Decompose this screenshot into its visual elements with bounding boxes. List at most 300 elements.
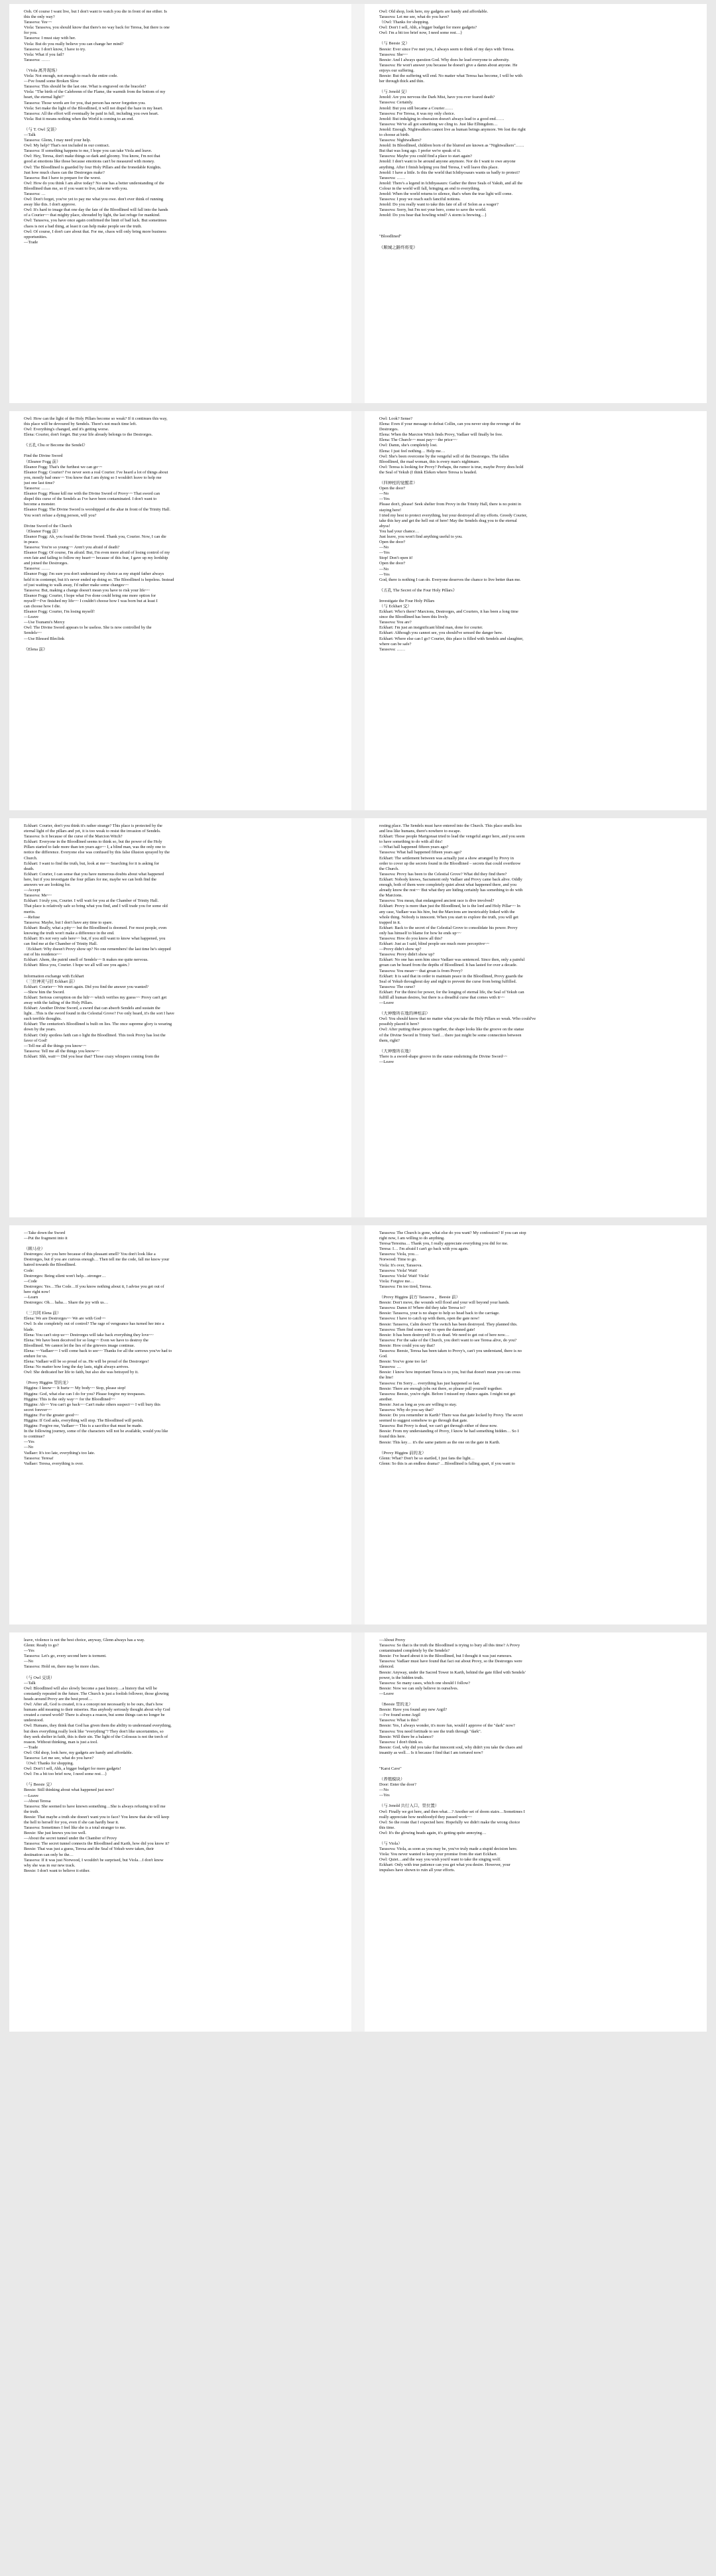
text-line: Owl: Don't I sell, Ahh, a bigger budget for more gadgets! [24, 1766, 121, 1772]
text-line: —Yes [24, 1440, 34, 1445]
text-line: Divine Sword of the Church [24, 523, 72, 528]
text-line: Owl: After all, God is created, it is a concept not necessarily to be ours, that's how [24, 1702, 163, 1707]
text-line: Eleanor Fogg: That's the furthest we can go~~ [24, 464, 103, 469]
text-line: —Trade [24, 239, 38, 245]
page-5-right [365, 1632, 707, 2032]
text-line: Eckhart: For the thirst for power, for the longing of eternal life, the Seal of Yekub can [379, 989, 524, 995]
text-line: Eckhart: Back to the secret of the Celestial Grove to consolidate his power. Provy [379, 925, 518, 930]
text-line: Eckhart: Provy is more than just the Bloodlined, he is the lord and Holy Pillar~~ In [379, 904, 520, 909]
text-line: Beesie: Will there be a balance? [379, 1734, 434, 1739]
text-line: （三共同 Elena 前） [24, 1311, 62, 1316]
text-line: —Leave [379, 1001, 394, 1006]
text-line: （Eleanor Fogg 前） [24, 528, 61, 534]
text-line: 《五孔 Chu or Become the Sendel》 [24, 443, 88, 448]
text-line: Owl: Quiet…and the way you wish you'd want to take the singing wolf. [379, 1857, 501, 1863]
page-4-left [9, 1225, 351, 1625]
text-line: Tarasova: Hold on, there may be more clues. [24, 1664, 100, 1670]
text-line: Beesie: Tarasova, your is no shape to help so head back to the carriage. [379, 1311, 500, 1316]
text-line: （与 Owl 交谈） [24, 1675, 55, 1680]
text-line: them, right? [379, 1038, 400, 1043]
text-line: —Show him the Sword. [24, 989, 65, 995]
text-line: Owl: She dedicated her life to faith, but also she was betrayed by it. [24, 1370, 139, 1375]
text-line: silenced. [379, 1664, 394, 1670]
text-line: Tarasova: You are? [379, 620, 412, 625]
text-line: （Beesie 里的龙） [379, 1702, 413, 1707]
text-line: Tarasova: Certainly. [379, 100, 414, 105]
text-line: Beesie: Still thinking about what happened just now? [24, 1788, 115, 1793]
text-line: （Eleanor Fogg 前） [24, 459, 61, 464]
text-line: Higgins: I know~~ It hurts~~ My body~~ Stop, please stop! [24, 1386, 126, 1391]
text-line: insanity as well… Is it because I find that I am tortured now? [379, 1750, 483, 1755]
text-line: （养殖模块） [379, 1777, 405, 1782]
text-line: Please don't, please! Seek shelter from Provy in the Trinity Hall, there is no point in [379, 502, 521, 507]
text-line: Elena: Vadlaer will be so proud of us. He will be proud of the Destrorges! [24, 1359, 149, 1365]
text-line: God. [379, 1354, 388, 1359]
text-line: （Viola 离开现场） [24, 68, 60, 73]
text-line: "Bloodlined" [379, 234, 402, 239]
text-line: Owl: Of course, I don't care about that. For me, chaos will only bring more business [24, 229, 166, 234]
text-line: her through thick and thin. [379, 79, 424, 84]
text-line: reason. Without thinking, man is just a tool. [24, 1739, 98, 1745]
text-line: Beesie: Do you remember in Karth? There was that gate locked by Provy. The secret [379, 1413, 523, 1418]
text-line: Elena: You can't stop us~~ Destrorges will take back everything they love~~ [24, 1332, 154, 1337]
text-line: Tarasova: Maybe, but I don't have any time to spare. [24, 920, 113, 925]
text-line: enough, both of them were completely quiet about what happened there, and you [379, 883, 516, 888]
text-line: anything. After I finish helping you find Teresa, I will leave this place. [379, 164, 499, 170]
text-line: Higgins: Forgive me, Vadlaer~~ This is a sacrifice that must be made. [24, 1424, 143, 1429]
text-line: Beesie: Yes, I always wonder, it's more fun, would I approve of the "dark" now? [379, 1723, 515, 1729]
text-line: this place will be devoured by Sendels. There's not much time left. [24, 422, 137, 427]
text-line: Tarasova: We've all got something we cling to. Just like Elbingdom… [379, 121, 498, 127]
text-line: （与 Beesie 交） [379, 41, 410, 46]
page-2-left [9, 411, 351, 810]
text-line: here, but if you investigate the four pillars for me, maybe we can both find the [24, 877, 157, 882]
text-line: —Learn [24, 1295, 38, 1300]
text-line: —Leave [24, 615, 38, 620]
text-line: Viola: What if you fail? [24, 52, 64, 57]
blank-line [379, 1761, 692, 1766]
text-line: Teresa/Teresina… Thank you, I really appreciate everything you did for me. [379, 1241, 508, 1247]
text-line: —Use Tsunami's Mercy [24, 620, 65, 625]
text-line: —No [379, 491, 389, 497]
text-line: Tarasova: Yes~~ [24, 20, 52, 25]
text-line: （与 Jenold 共行入口、里位置） [379, 1804, 440, 1809]
text-line: —No [379, 566, 389, 572]
text-line: Eckhart: It's not very safe here~~ but, if you still want to know what happened, you [24, 936, 166, 941]
text-line: Eckhart: Bless you, Courier. I hope we all will see you again.） [24, 963, 132, 968]
text-line: Tarasova: But I have to prepare for the worst. [24, 175, 101, 180]
text-line: Tarasova: I don't know, I have to try. [24, 46, 86, 52]
text-line: Beesie: Just as long as you are willing to stay. [379, 1402, 457, 1407]
text-line: Eckhart: Ahem, the putrid smell of Sendels~~ It makes me quite nervous. [24, 957, 149, 963]
text-line: Tarasova: You're so young~~ Aren't you afraid of death? [24, 544, 120, 550]
text-line: Owl: Tarasova, you have once again confirmed the limit of bad luck. But sometimes [24, 218, 167, 223]
page-4-right [365, 1225, 707, 1625]
text-line: Owl: Bloodlined will also slowly become a past history…a history that will be [24, 1686, 157, 1691]
text-line: Church. [24, 855, 38, 861]
text-line: Tarasova: … [379, 1365, 401, 1370]
text-line: Jenold: Enough. Nightwalkers cannot live as human beings anymore. We lost the right [379, 127, 526, 132]
blank-line [24, 642, 337, 647]
text-line: Viola: Set make the light of the Bloodlined, it will not dispel the haze in my heart. [24, 105, 163, 111]
text-line: Jenold: I don't want to be around anyone anymore. Nor do I want to owe anyone [379, 159, 516, 164]
text-line: —Leave [379, 1691, 394, 1696]
text-line: Elena: The Church~~ must pay~~ the price~~ [379, 438, 457, 443]
text-line: Owl: Humans, they think that God has given them the ability to understand everything, [24, 1723, 172, 1729]
blank-line [379, 229, 692, 234]
text-line: this the only way? [24, 15, 55, 20]
text-line: Beesie: Tarasova, Calm down! The switch has been destroyed. They planned this. [379, 1321, 518, 1327]
text-line: power, is the hidden truth. [379, 1675, 424, 1680]
text-line: （与 Eckhart 交） [379, 604, 412, 609]
blank-line [379, 218, 692, 223]
text-line: destination can only be the… [24, 1852, 74, 1857]
text-line: Higgins: This is the only way~~ for the Bloodlined~~ [24, 1396, 115, 1402]
text-line: —Put the fragment into it [24, 1236, 68, 1241]
text-line: God, there is nothing I can do. Everyone deserves the chance to live better than me. [379, 577, 521, 582]
text-line: Door: Enter the door? [379, 1782, 416, 1788]
text-line: Elena: Courier, don't forget. But your life already belongs to the Destrorges. [24, 432, 153, 438]
text-line: Open the door? [379, 561, 406, 566]
page-3-right [365, 818, 707, 1217]
text-line: （Provy Higgins 前方 Tarasova 、Beesie 前） [379, 1295, 460, 1300]
text-line: Eckhart: Courier, don't you think it's rather strange? This place is protected by the [24, 824, 162, 828]
text-line: Destrorges: Oh… haha… Share the joy with us… [24, 1300, 109, 1306]
text-line: Owl: Old shop, look here, my gadgets are handy and affordable. [379, 9, 489, 14]
text-line: and less like humans, there's nowhere to escape. [379, 829, 461, 834]
text-line: to have something to do with all this! [379, 839, 443, 845]
blank-line [379, 1445, 692, 1451]
text-line: Owl: She's been overcome by the vengeful will of the Destrorges. The fallen [379, 454, 509, 459]
text-line: Eckhart: I'm just an insignificant blind man, done for courier. [379, 625, 483, 631]
text-line: Owl: Look? Sense? [379, 416, 413, 421]
text-line: in peace. [24, 539, 39, 544]
text-line: Owl: Hey, Teresa, don't make things so dark and gloomy. You know, I'm not that [24, 154, 160, 159]
text-line: （Provy Higgins 前的龙） [379, 1450, 426, 1455]
text-line: chaos is not a bad thing, at least it can help make people see the truth. [24, 223, 142, 229]
text-line: Viola: But do you really believe you can change her mind? [24, 41, 124, 46]
text-line: blade. [24, 1327, 34, 1332]
text-line: Tarasova: For the sake of the Church, you don't want to see Teresa alive, do you? [379, 1337, 517, 1343]
blank-line [379, 1798, 692, 1804]
text-line: of a Courier~~ that mighty place, shrouded by light, the last refuge for mankind. [24, 213, 160, 218]
page-3-left [9, 818, 351, 1217]
text-line: —Talk [24, 132, 36, 137]
text-line: only has himself to blame for how he ends up~~ [379, 930, 461, 936]
text-line: Bloodlined. We cannot let the lies of the grievers image continue. [24, 1343, 135, 1348]
text-line: why she was in our new track. [24, 1863, 76, 1868]
text-line: Elena: We are Destrorges~~ We are with God~~ [24, 1316, 106, 1321]
text-line: merits. [24, 909, 36, 914]
text-line: —No [24, 1445, 34, 1450]
text-line: Eckhart: Although you cannot see, you should've sensed the danger here. [379, 631, 503, 636]
text-line: Viola: Tarasova, you should know that there's no way back for Teresa, but there is one [24, 25, 170, 31]
text-line: 《五孔 The Secret of the Four Holy Pillars》 [379, 587, 457, 593]
text-line: Beesie: It has been destroyed! It's so dead. We need to get out of here now… [379, 1332, 510, 1337]
text-line: —Yes [379, 1793, 390, 1798]
text-line: Teresa: I… I'm afraid I can't go back with you again. [379, 1247, 469, 1252]
text-line: Seal of Yekub throughout day and night to prevent the curse from being fulfilled. [379, 979, 517, 984]
text-line: Owl: I'm a bit too brief now, I need some rest…} [379, 31, 463, 36]
text-line: the hell to herself for you, even if she can hardly bear it. [24, 1820, 119, 1825]
text-line: Jenold: Are you nervous the Dark Mist, have you ever feared death? [379, 95, 495, 100]
text-line: Destrorges. [379, 427, 399, 432]
blank-line [379, 475, 692, 481]
text-line: Higgins: For the greater good~~ [24, 1412, 79, 1418]
text-line: Tarasova: You need fortitude to see the truth through "dark". [379, 1729, 482, 1734]
text-line: Tarasova: She~~ [379, 52, 408, 57]
text-line: Destrorges: Yes…The Code…If you know nothing about it, I advise you get out of [24, 1284, 164, 1289]
text-line: myself~~I've finished my life~~ I couldn't choose how I was born but at least I [24, 598, 158, 603]
text-line: —About the secret tunnel under the Chamber of Provy [24, 1836, 117, 1841]
text-line: Open the door? [379, 540, 406, 545]
text-line: But that was long ago. I prefer we're speak of it. [379, 149, 461, 154]
text-line: away like this. I don't approve. [24, 202, 76, 208]
text-line: Beesie: I don't want to believe it either. [24, 1868, 90, 1873]
text-line: found this here. [379, 1434, 406, 1440]
blank-line [379, 1756, 692, 1761]
text-line: Tarasova: If something happens to me, I hope you can take Viola and leave. [24, 149, 152, 154]
text-line: Jenold: There's a legend in Ichthyasaurs: Gather the three Seals of Yakub, and all the [379, 180, 523, 186]
text-line: Viola: "The birth of the Calebrenn of the Flame, the warmth from the bottom of my [24, 90, 166, 95]
text-line: Tarasova: I must stay with her. [24, 36, 76, 41]
page-2-right [365, 411, 707, 810]
text-line: Elena: Even if your message to defeat Collin, can you never stop the revenge of the [379, 422, 521, 427]
text-line: Eckhart: Really, what a pity~~ but the Bloodlined is doomed. For most people, even [24, 925, 167, 930]
text-line: Tarasova: Tell me all the things you know~~ [24, 1048, 99, 1054]
page-spread-1 [9, 4, 707, 403]
text-line: —Use Blessed Bleclink [24, 636, 65, 641]
text-line: Owl: It's the glowing heads again, it's getting quite annoying… [379, 1830, 487, 1835]
text-line: knowing the truth won't make a difference in the end. [24, 930, 115, 936]
blank-line [379, 240, 692, 245]
text-line: resting place. The Sendels must have entered into the Church. This place smells less [379, 824, 522, 828]
text-line: Tarasova: … [24, 192, 46, 196]
text-line: Investigate the Four Holy Pillars [379, 598, 435, 603]
text-line: Tarasova: So that is the truth the Bloodlined is trying to bury all this time? A Provy [379, 1643, 520, 1648]
blank-line [379, 36, 692, 41]
text-line: Tarasova: Those words are for you, that person has never forgotten you. [24, 100, 146, 105]
text-line: trapped in it. [379, 920, 401, 925]
text-line: Viola: You never wanted to keep your promise from the start Eckhart. [379, 1852, 497, 1857]
text-line: own fate and failing to follow my heart~~ because of this fear, I gave up my lordship [24, 556, 168, 561]
text-line: Tarasova: But, making a change doesn't mean you have to risk your life~~ [24, 587, 150, 593]
text-line: Tarasova: Provy has been to the Celestial Grove? What did they find there? [379, 871, 507, 877]
text-line: humans add meaning to their miseries. Has anybody seriously thought about why God [24, 1707, 170, 1713]
text-line: —No [379, 545, 389, 550]
text-line: but does everything really look like "everything"? They don't like uncertainties, so [24, 1729, 164, 1734]
text-line: Owl: Teresa is looking for Provy? Perhaps, the rumor is true, maybe Provy does hold [379, 464, 524, 469]
text-line: constantly repeated in the future. The Church is just a foolish follower, those glowing [24, 1691, 169, 1696]
text-line: —About Teresa [24, 1798, 51, 1804]
text-line: can choose how I die. [24, 604, 61, 609]
text-line: Vadlaer: Teresa, everything is over. [24, 1461, 84, 1466]
text-line: hatred towards the Bloodlined. [24, 1262, 76, 1268]
text-line: out of his residence~~ [24, 952, 62, 957]
text-line: Destrorges, but if you are curious enough… Then tell me the code, fall me know your [24, 1257, 170, 1262]
text-line: Tarasova: Then find some way to open the damned gate! [379, 1327, 475, 1332]
text-line: Jenold: In Bloodlined, children born of the blurred are known as "Nightwalkers"…… [379, 143, 524, 149]
blank-line [379, 1044, 692, 1049]
text-line: Tarasova: So many cases, which one should I follow? [379, 1680, 471, 1686]
text-line: Jenold: But you still became a Courier…… [379, 105, 453, 111]
text-line: Eckhart: Only spotless faith can o light the Bloodlined. This took Provy has lost the [24, 1032, 166, 1038]
text-line: Tarasova: Provy didn't show up? [379, 952, 435, 957]
text-line: —What hall happened fifteen years ago? [379, 845, 449, 850]
text-line: leave, violence is not the best choice, anyway, Glenn always has a way. [24, 1638, 145, 1642]
text-line: 《Elena 前》 [24, 646, 48, 652]
text-line: Tarasova: Damn it! Where did they take Teresa to? [379, 1306, 465, 1311]
text-line: eternal light of the pillars and yet, it is too weak to resist the invasion of Sendels. [24, 829, 161, 834]
text-line: Tarasova: I don't think so. [379, 1739, 424, 1745]
text-line: here right now! [24, 1289, 50, 1294]
text-line: 《顺城之路终将变》 [379, 245, 418, 250]
text-line: Tarasova: For Teresa, it was my only choice. [379, 111, 455, 116]
blank-line [24, 63, 337, 68]
page-1-right [365, 4, 707, 403]
text-line: Tarasova: I have to catch up with them, open the gate now! [379, 1316, 480, 1321]
text-line: Glenn: Ready to go? [24, 1643, 59, 1648]
text-line: Tarasova: The Church is gone, what else do you want? My confession? If you can stop [379, 1231, 526, 1235]
text-line: since the Bloodlined has been this lively. [379, 615, 449, 620]
text-line: of just waiting to walk away, I'd rather make some changes~~ [24, 582, 129, 587]
text-line: Tarasova: Beesie, Teresa has been taken to Provy's, can't you understand, there is no [379, 1348, 522, 1353]
text-line: of the Divine Sword in Trinity Yard… there just might be some connection between [379, 1032, 522, 1038]
text-line: That place is relatively safe so bring what you find, and I will trade you for some old [24, 904, 168, 909]
text-line: Vadlaer: It's too late, everything's too late. [24, 1450, 95, 1455]
text-line: Sendels~~ [24, 631, 42, 636]
blank-line [379, 1772, 692, 1777]
text-line: Owl: So the route that I expected here. Hopefully we didn't make the wrong choice [379, 1819, 520, 1825]
text-line: Eckhart: Serious corruption on the hilt~~ which verifies my guess~~ Provy can't get [24, 995, 167, 1000]
text-line: （与 Viola） [379, 1841, 402, 1846]
text-line: Owl: How can the light of the Holy Pillars become so weak? If it continues this way, [24, 416, 168, 421]
text-line: Pillars started to fade more than ten years ago~~ I, a blind man, was the only one to [24, 845, 166, 850]
text-line: notice the difference. Everyone else was confused by this false illusion sprayed by the [24, 850, 170, 855]
text-line: Eleanor Fogg: Courier? I've never seen a real Courier. I've heard a lot of things about [24, 469, 168, 475]
text-line: Eleanor Fogg: Courier, I'm losing myself! [24, 609, 95, 615]
blank-line [379, 1006, 692, 1011]
text-line: Eckhart: Everyone in the Bloodlined seems to think so, but the power of the Holy [24, 839, 162, 845]
text-line: can find me at the Chamber of Trinity Hall. [24, 942, 97, 947]
text-line: Tarasova: Sometimes I feel like she is a total stranger to me. [24, 1825, 126, 1831]
blank-line [379, 84, 692, 90]
text-line: Tarasova: …… [379, 175, 406, 180]
text-line: Tarasova: The curse? [379, 984, 416, 989]
text-line: Destrorges: Are you here because of this pleasant smell? You don't look like a [24, 1252, 156, 1257]
text-line: answers we are looking for. [24, 883, 71, 888]
text-line: —I've found some Argil [379, 1713, 420, 1718]
text-line: （大神像所在地的神柱前） [379, 1011, 430, 1016]
text-line: Beesie: But the suffering will end. No matter what Teresa has become, I will be with [379, 74, 523, 79]
text-line: Tarasova: Why do you say that? [379, 1408, 434, 1412]
text-line: you, mostly bad ones~~ You know that I am dying so I wouldn't leave to help me [24, 475, 162, 480]
text-line: You had your chance… [379, 528, 420, 534]
text-line: Jenold: Do you hear that howling wind? A storm is brewing…} [379, 213, 487, 218]
text-line: Owl: Don't I sell, Ahh, a bigger budget for more gadgets? [379, 25, 477, 31]
text-line: Glenn: What? Don't be so startled, I just fans the light… [379, 1455, 475, 1461]
text-line: Eckhart: Courier, I can sense that you have numerous doubts about what happened [24, 871, 164, 877]
text-line: just one last time? [24, 480, 55, 485]
text-line: —Accept [24, 888, 40, 893]
text-line: Tarasova: Let me see, what do you have? [379, 15, 449, 20]
text-line: Eckhart: Those people Marigoraat tried to lead the vengeful anger here, and you seem [379, 834, 525, 839]
text-line: Glenn: So this is an endless drama? …Bloodlined is falling apart, if you want to [379, 1461, 515, 1466]
text-line: Elena: No matter how long the day lasts, night always arrives. [24, 1365, 129, 1370]
text-line: —Yes [379, 550, 390, 556]
text-line: enjoys our suffering. [379, 68, 414, 73]
text-line: to continue? [24, 1434, 45, 1440]
text-line: Eleanor Fogg: I'm sure you don't understand my choice as my stupid father always [24, 572, 164, 577]
text-line: Eckhart: Where else can I go? Courier, this place is filled with Sendels and slaughter, [379, 636, 524, 641]
text-line: the Marcions. [379, 893, 403, 898]
text-line: Viola: Not enough, not enough to reach the entire code. [24, 74, 118, 79]
text-line: Tarasova: You mean, that endangered ancient race is dive involved? [379, 898, 495, 904]
text-line: right now, I am willing to do anything. [379, 1236, 445, 1241]
text-line: Beesie: Have you found any new Argil? [379, 1707, 448, 1713]
text-line: possibly placed it here? [379, 1022, 420, 1027]
text-line: —Code [24, 1278, 37, 1284]
text-line: Viola: Forgive me… [379, 1278, 414, 1284]
text-line: Higgins: God, what else can I do for you? Please forgive my trespasses. [24, 1391, 146, 1396]
text-line: Eckhart: Another Divine Sword, a sword that can absorb Sendels and sustain the [24, 1006, 160, 1011]
text-line: Tarasova: I pray we reach such fanciful notions. [379, 197, 461, 202]
blank-line [24, 519, 337, 524]
text-line: Norwood: Time to go. [379, 1257, 417, 1262]
text-line: the line! [379, 1375, 394, 1380]
text-line: down by the years. [24, 1027, 56, 1032]
text-line: Just leave, you won't find anything useful to you. [379, 534, 463, 539]
text-line: Tarasova: Viola! Wait! [379, 1268, 418, 1273]
text-line: and joined the Destrorges. [24, 561, 68, 566]
text-line: Tarasova: Me~~ [24, 893, 52, 898]
text-line: Eleanor Fogg: Courier, I hope what I've done could bring one more option for [24, 593, 156, 598]
text-line: Tarasova: Maybe you could find a place to start again? [379, 154, 472, 159]
text-line: order to cover up the secrets found in the Bloodlined – secrets that could overthrow [379, 861, 521, 866]
text-line: —Fve found some Broken Slow [24, 79, 79, 84]
text-line: Beesie: From my understanding of Provy, I know he had something hidden… So I [379, 1429, 519, 1434]
blank-line [379, 1836, 692, 1841]
text-line: Destrorges: Being silent won't help…stronger… [24, 1273, 106, 1278]
text-line: Open the door? [379, 486, 406, 491]
text-line: Jenold: Do you really want to take this fate of all of Solon as a wager? [379, 202, 499, 208]
blank-line [379, 583, 692, 588]
text-line: （与 Jenold 交） [379, 90, 410, 95]
text-line: Tarasova: If it was just Norwood, I wouldn't be surprised, but Viola…I don't know [24, 1857, 164, 1863]
text-line: secret forever~~ [24, 1407, 52, 1412]
text-line: created a cursed world? There is always a reason, but some things can no longer be [24, 1713, 165, 1718]
text-line: Tarasova: Glenn, I may need your help. [24, 138, 91, 143]
text-line: Elena: ~~Vadlaer~~ I will come back to see~~ Thanks for all the sorrows you've had to [24, 1348, 172, 1353]
text-line: Beesie: She just knows you too well. [24, 1831, 87, 1836]
text-line: Owl: After putting these pieces together, the shape looks like the groove on the statue [379, 1027, 524, 1032]
text-line: Tarasova: …… [24, 57, 50, 62]
text-line: opportunities. [24, 234, 48, 239]
blank-line [24, 1375, 337, 1380]
text-line: Eleanor Fogg: Please kill me with the Divine Sword of Provy~~ That sword can [24, 491, 160, 497]
text-line: Tarasova: Let's go, every second here is torment. [24, 1654, 107, 1659]
text-line: Beesie: I know how important Teresa is to you, but that doesn't mean you can cross [379, 1370, 520, 1375]
text-line: this time. [379, 1825, 395, 1830]
page-1-left [9, 4, 351, 403]
text-line: to choose at birth. [379, 132, 410, 137]
blank-line [24, 1777, 337, 1782]
text-line: Owl: Old shop, look here, my gadgets are handy and affordable. [24, 1750, 133, 1755]
text-line: where can be safe? [379, 641, 412, 646]
text-line: Stop! Don't open it! [379, 556, 413, 561]
text-line: Viola: But it means nothing when the World is coming to an end. [24, 116, 135, 121]
blank-line [379, 1290, 692, 1295]
